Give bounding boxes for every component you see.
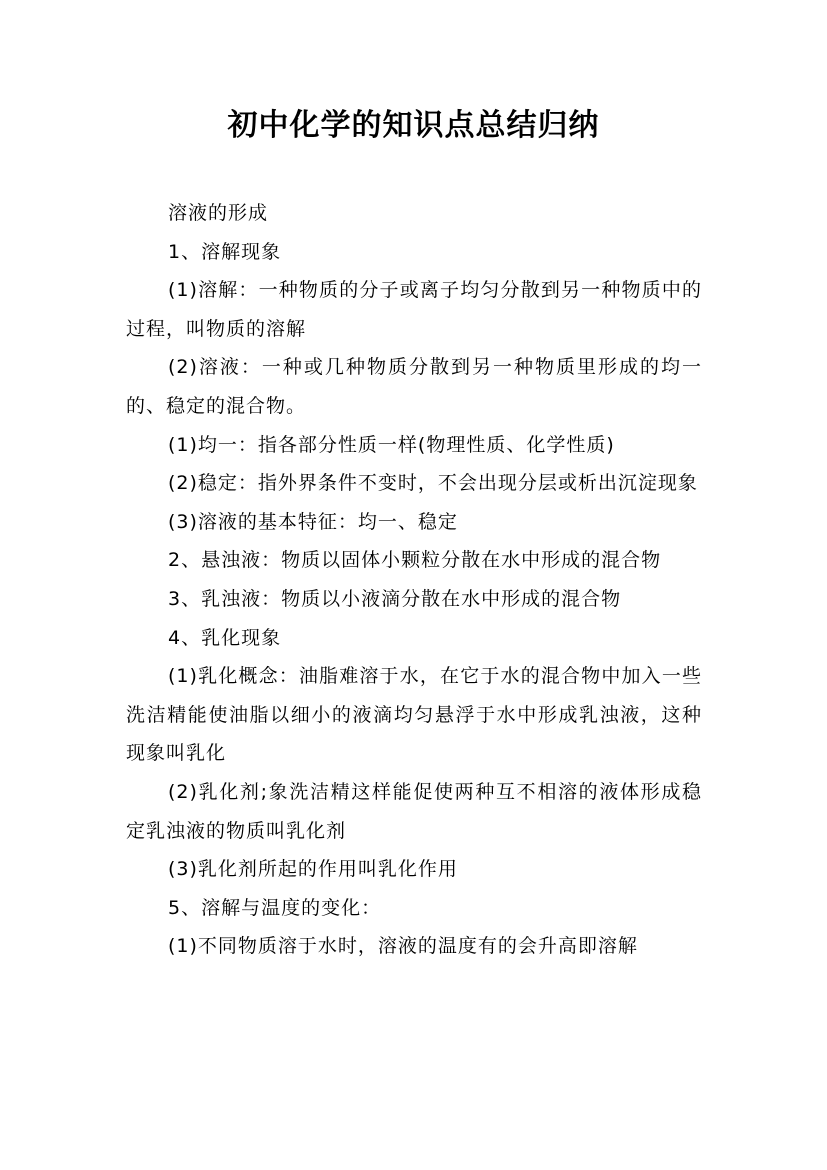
- paragraph: 2、悬浊液：物质以固体小颗粒分散在水中形成的混合物: [168, 549, 662, 572]
- paragraph: (3)乳化剂所起的作用叫乳化作用: [168, 858, 458, 881]
- paragraph: 1、溶解现象: [168, 240, 282, 263]
- paragraph: 5、溶解与温度的变化：: [168, 896, 382, 919]
- paragraph: (2)乳化剂;象洗洁精这样能促使两种互不相溶的液体形成稳定乳浊液的物质叫乳化剂: [126, 780, 702, 842]
- paragraph: (3)溶液的基本特征：均一、稳定: [168, 510, 458, 533]
- paragraph: (1)不同物质溶于水时，溶液的温度有的会升高即溶解: [168, 935, 638, 958]
- paragraph: (2)稳定：指外界条件不变时，不会出现分层或析出沉淀现象: [168, 472, 698, 495]
- paragraph: (1)乳化概念：油脂难溶于水，在它于水的混合物中加入一些洗洁精能使油脂以细小的液滴均匀悬浮于水中形成乳浊液，这种现象叫乳化: [126, 665, 702, 765]
- paragraph: 溶液的形成: [168, 202, 269, 224]
- paragraph: 3、乳浊液：物质以小液滴分散在水中形成的混合物: [168, 587, 622, 610]
- paragraph: (1)溶解：一种物质的分子或离子均匀分散到另一种物质中的过程，叫物质的溶解: [126, 279, 702, 340]
- document-body: [126, 194, 702, 966]
- paragraph: 4、乳化现象: [168, 626, 282, 649]
- paragraph: (2)溶液：一种或几种物质分散到另一种物质里形成的均一的、稳定的混合物。: [126, 356, 702, 417]
- paragraph: (1)均一：指各部分性质一样(物理性质、化学性质): [168, 433, 615, 456]
- document-title: 初中化学的知识点总结归纳: [227, 108, 600, 143]
